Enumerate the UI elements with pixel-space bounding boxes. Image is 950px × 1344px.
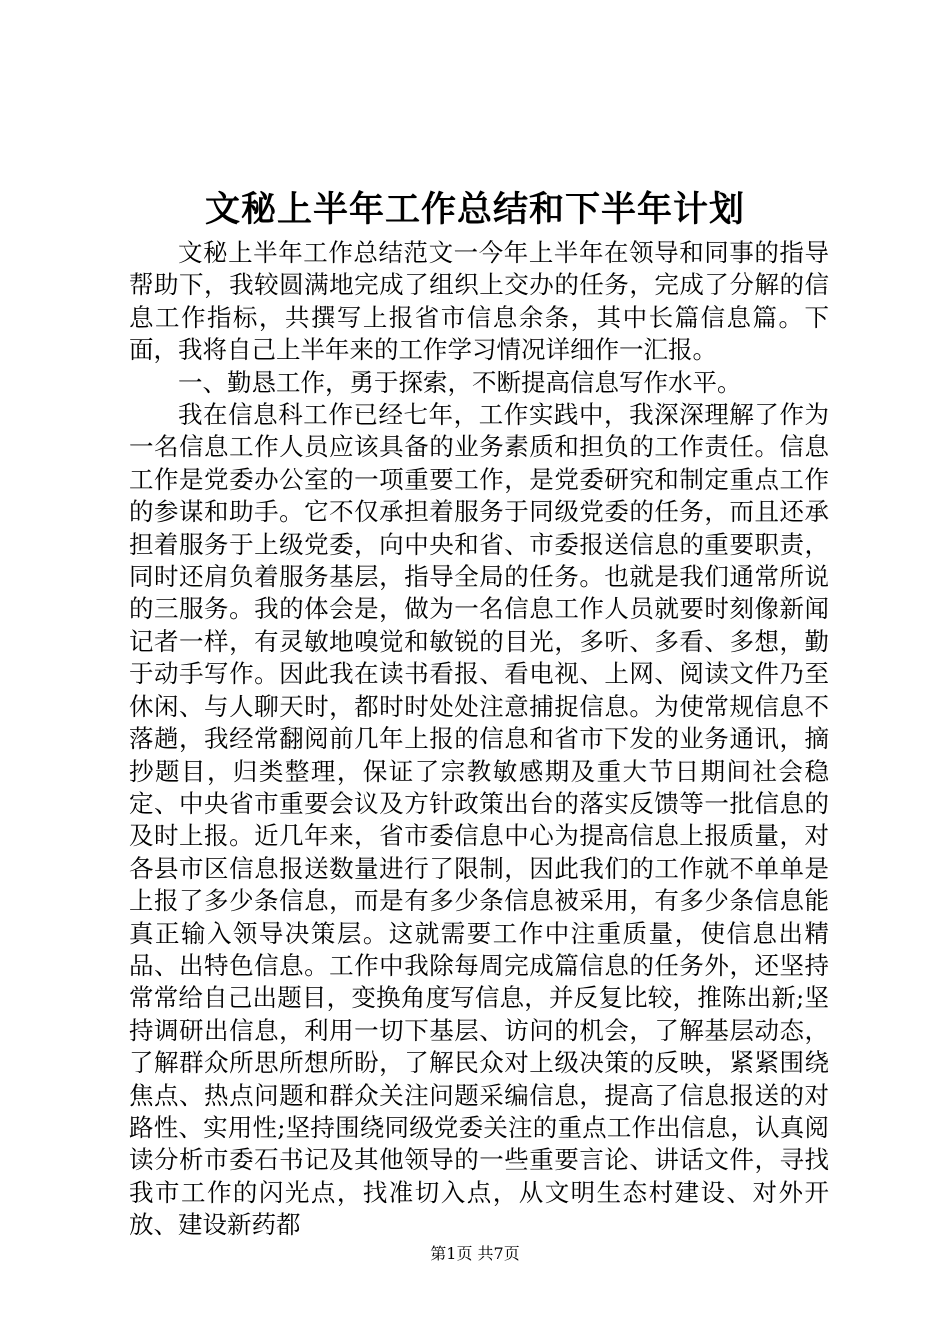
page-footer: 第1页 共7页 <box>430 1244 520 1263</box>
document-body <box>129 237 829 1242</box>
section-heading: 一、勤恳工作，勇于探索，不断提高信息写作水平。 <box>178 367 742 397</box>
body-paragraph: 我在信息科工作已经七年，工作实践中，我深深理解了作为一名信息工作人员应该具备的业务素质和担负的工作责任。信息工作是党委办公室的一项重要工作，是党委研究和制定重点工作的参谋和助手。它不仅承担着服务于同级党委的任务，而且还承担着服务于上级党委，向中央和省、市委报送信息的重要职责，同时还肩负着服务基层，指导全局的任务。也就是我们通常所说的三服务。我的体会是，做为一名信息工作人员就要时刻像新闻记者一样，有灵敏地嗅觉和敏锐的目光，多听、多看、多想，勤于动手写作。因此我在读书看报、看电视、上网、阅读文件乃至休闲、与人聊天时，都时时处处注意捕捉信息。为使常规信息不落趟，我经常翻阅前几年上报的信息和省市下发的业务通讯，摘抄题目，归类整理，保证了宗教敏感期及重大节日期间社会稳定、中央省市重要会议及方针政策出台的落实反馈等一批信息的及时上报。近几年来，省市委信息中心为提高信息上报质量，对各县市区信息报送数量进行了限制，因此我们的工作就不单单是上报了多少条信息，而是有多少条信息被采用，有多少条信息能真正输入领导决策层。这就需要工作中注重质量，使信息出精品、出特色信息。工作中我除每周完成篇信息的任务外，还坚持常常给自己出题目，变换角度写信息，并反复比较，推陈出新;坚持调研出信息，利用一切下基层、访问的机会，了解基层动态，了解群众所思所想所盼，了解民众对上级决策的反映，紧紧围绕焦点、热点问题和群众关注问题采编信息，提高了信息报送的对路性、实用性;坚持围绕同级党委关注的重点工作出信息，认真阅读分析市委石书记及其他领导的一些重要言论、讲话文件，寻找我市工作的闪光点，找准切入点，从文明生态村建设、对外开放、建设新药都 <box>129 400 829 1240</box>
body-paragraph: 文秘上半年工作总结范文一今年上半年在领导和同事的指导帮助下，我较圆满地完成了组织上交办的任务，完成了分解的信息工作指标，共撰写上报省市信息余条，其中长篇信息篇。下面，我将自己上半年来的工作学习情况详细作一汇报。 <box>129 238 829 365</box>
document-title: 文秘上半年工作总结和下半年计划 <box>204 189 745 230</box>
